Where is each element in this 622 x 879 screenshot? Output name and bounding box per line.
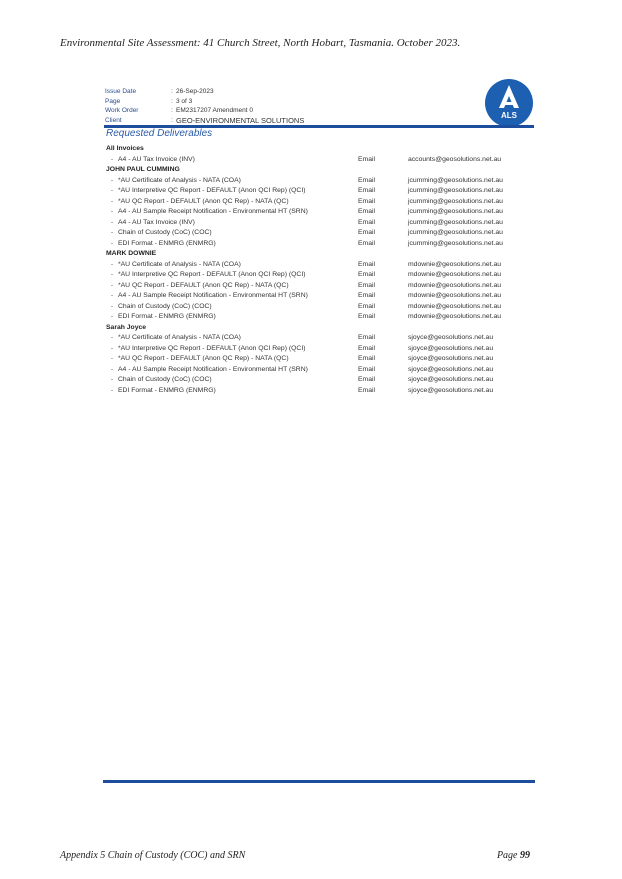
deliverable-row [106, 302, 526, 313]
deliverable-row [106, 344, 526, 355]
email-address: mdownie@geosolutions.net.au [408, 292, 502, 299]
page-header: Environmental Site Assessment: 41 Church Street, North Hobart, Tasmania. October 2023. [60, 37, 461, 49]
delivery-method: Email [358, 376, 375, 383]
deliverable-name: EDI Format - ENMRG (ENMRG) [118, 386, 216, 394]
recipient-heading: JOHN PAUL CUMMING [106, 166, 180, 173]
email-address: mdownie@geosolutions.net.au [408, 260, 502, 268]
email-address: jcumming@geosolutions.net.au [408, 197, 503, 205]
list-bullet: - [110, 208, 114, 215]
meta-separator: : [171, 97, 173, 105]
meta-label: Client [105, 116, 122, 124]
list-bullet: - [110, 197, 114, 205]
deliverable-row [106, 365, 526, 376]
deliverable-name: EDI Format - ENMRG (ENMRG) [118, 239, 216, 247]
deliverable-row [106, 270, 526, 281]
list-bullet: - [110, 271, 114, 278]
delivery-method: Email [358, 365, 375, 373]
list-bullet: - [110, 239, 114, 247]
deliverable-row [106, 197, 526, 208]
delivery-method: Email [358, 281, 375, 289]
email-address: sjoyce@geosolutions.net.au [408, 344, 494, 352]
deliverable-row [106, 155, 526, 166]
footer-page-label: Page [496, 850, 518, 861]
recipient-heading: Sarah Joyce [106, 323, 147, 331]
delivery-method: Email [358, 271, 375, 278]
deliverable-name: Chain of Custody (CoC) (COC) [118, 302, 212, 310]
delivery-method: Email [358, 344, 375, 352]
report-meta [105, 87, 304, 125]
delivery-method: Email [358, 197, 375, 205]
deliverable-name: A4 - AU Tax Invoice (INV) [118, 155, 195, 163]
deliverable-name: *AU QC Report - DEFAULT (Anon QC Rep) - NATA (QC) [118, 355, 289, 362]
list-bullet: - [110, 281, 114, 289]
footer-page [497, 850, 530, 861]
deliverable-row [106, 176, 526, 187]
meta-value: 26-Sep-2023 [176, 88, 214, 96]
deliverable-row [106, 186, 526, 197]
recipient-heading: All Invoices [106, 145, 144, 152]
recipient-heading: MARK DOWNIE [106, 250, 157, 257]
logo-text: ALS [501, 111, 517, 120]
email-address: mdownie@geosolutions.net.au [408, 302, 502, 310]
list-bullet: - [110, 376, 114, 383]
delivery-method: Email [358, 176, 375, 184]
deliverable-row [106, 333, 526, 344]
deliverable-name: *AU Interpretive QC Report - DEFAULT (Anon QCI Rep) (QCI) [118, 344, 306, 352]
list-bullet: - [110, 344, 114, 352]
delivery-method: Email [358, 292, 375, 299]
list-bullet: - [110, 176, 114, 184]
deliverable-row [106, 281, 526, 292]
section-title: Requested Deliverables [106, 128, 213, 139]
footer-divider [103, 780, 535, 783]
email-address: sjoyce@geosolutions.net.au [408, 365, 494, 373]
email-address: sjoyce@geosolutions.net.au [408, 386, 494, 394]
meta-work-order [105, 106, 304, 116]
email-address: jcumming@geosolutions.net.au [408, 187, 503, 194]
als-logo-icon [484, 78, 534, 128]
email-address: sjoyce@geosolutions.net.au [408, 376, 494, 383]
delivery-method: Email [358, 218, 375, 226]
deliverable-name: A4 - AU Sample Receipt Notification - Environmental HT (SRN) [118, 208, 308, 215]
meta-value: EM2317207 Amendment 0 [176, 107, 253, 115]
email-address: jcumming@geosolutions.net.au [408, 208, 503, 215]
deliverable-name: *AU QC Report - DEFAULT (Anon QC Rep) - NATA (QC) [118, 281, 289, 289]
list-bullet: - [110, 365, 114, 373]
meta-separator: : [171, 88, 173, 96]
delivery-method: Email [358, 229, 375, 236]
list-bullet: - [110, 334, 114, 341]
meta-value: 3 of 3 [176, 97, 193, 105]
delivery-method: Email [358, 355, 375, 362]
deliverable-row [106, 291, 526, 302]
meta-label: Page [105, 97, 121, 105]
deliverable-name: Chain of Custody (CoC) (COC) [118, 376, 212, 383]
deliverable-name: *AU Certificate of Analysis - NATA (COA) [118, 334, 241, 341]
delivery-method: Email [358, 302, 375, 310]
delivery-method: Email [358, 260, 375, 268]
deliverable-name: Chain of Custody (CoC) (COC) [118, 229, 212, 236]
list-bullet: - [110, 187, 114, 194]
deliverable-name: *AU Certificate of Analysis - NATA (COA) [118, 260, 241, 268]
delivery-method: Email [358, 187, 375, 194]
deliverable-row [106, 312, 526, 323]
meta-separator: : [171, 107, 173, 115]
email-address: sjoyce@geosolutions.net.au [408, 355, 494, 362]
list-bullet: - [110, 302, 114, 310]
deliverable-name: *AU Interpretive QC Report - DEFAULT (Anon QCI Rep) (QCI) [118, 271, 306, 278]
email-address: jcumming@geosolutions.net.au [408, 176, 503, 184]
email-address: jcumming@geosolutions.net.au [408, 229, 503, 236]
delivery-method: Email [358, 155, 375, 163]
footer-appendix: Appendix 5 Chain of Custody (COC) and SRN [60, 850, 246, 861]
deliverable-name: A4 - AU Sample Receipt Notification - Environmental HT (SRN) [118, 365, 308, 373]
deliverable-row [106, 386, 526, 397]
deliverable-name: A4 - AU Tax Invoice (INV) [118, 218, 195, 226]
delivery-method: Email [358, 313, 375, 320]
footer-page-number: 99 [520, 850, 530, 861]
deliverable-row [106, 239, 526, 250]
list-bullet: - [110, 155, 114, 163]
deliverable-row [106, 228, 526, 239]
deliverable-row [106, 207, 526, 218]
list-bullet: - [110, 229, 114, 236]
delivery-method: Email [358, 334, 375, 341]
email-address: jcumming@geosolutions.net.au [408, 239, 503, 247]
email-address: accounts@geosolutions.net.au [408, 155, 502, 163]
list-bullet: - [110, 218, 114, 226]
list-bullet: - [110, 292, 114, 299]
email-address: jcumming@geosolutions.net.au [408, 218, 503, 226]
delivery-method: Email [358, 386, 375, 394]
email-address: sjoyce@geosolutions.net.au [408, 334, 494, 341]
list-bullet: - [110, 313, 114, 320]
meta-page [105, 97, 304, 107]
meta-client [105, 116, 304, 126]
deliverable-name: *AU QC Report - DEFAULT (Anon QC Rep) - NATA (QC) [118, 197, 289, 205]
deliverable-row [106, 218, 526, 229]
deliverable-name: A4 - AU Sample Receipt Notification - Environmental HT (SRN) [118, 292, 308, 299]
deliverable-name: *AU Certificate of Analysis - NATA (COA) [118, 176, 241, 184]
delivery-method: Email [358, 239, 375, 247]
deliverable-row [106, 260, 526, 271]
meta-value: GEO-ENVIRONMENTAL SOLUTIONS [176, 115, 305, 125]
email-address: mdownie@geosolutions.net.au [408, 313, 502, 320]
deliverable-name: *AU Interpretive QC Report - DEFAULT (Anon QCI Rep) (QCI) [118, 187, 306, 194]
deliverable-name: EDI Format - ENMRG (ENMRG) [118, 313, 216, 320]
deliverables-list [106, 144, 526, 396]
deliverable-row [106, 354, 526, 365]
meta-label: Work Order [105, 107, 139, 115]
email-address: mdownie@geosolutions.net.au [408, 281, 502, 289]
list-bullet: - [110, 260, 114, 268]
meta-issue-date [105, 87, 304, 97]
deliverable-row [106, 375, 526, 386]
list-bullet: - [110, 386, 114, 394]
email-address: mdownie@geosolutions.net.au [408, 271, 502, 278]
list-bullet: - [110, 355, 114, 362]
meta-separator: : [171, 116, 173, 124]
meta-label: Issue Date [105, 88, 137, 96]
delivery-method: Email [358, 208, 375, 215]
